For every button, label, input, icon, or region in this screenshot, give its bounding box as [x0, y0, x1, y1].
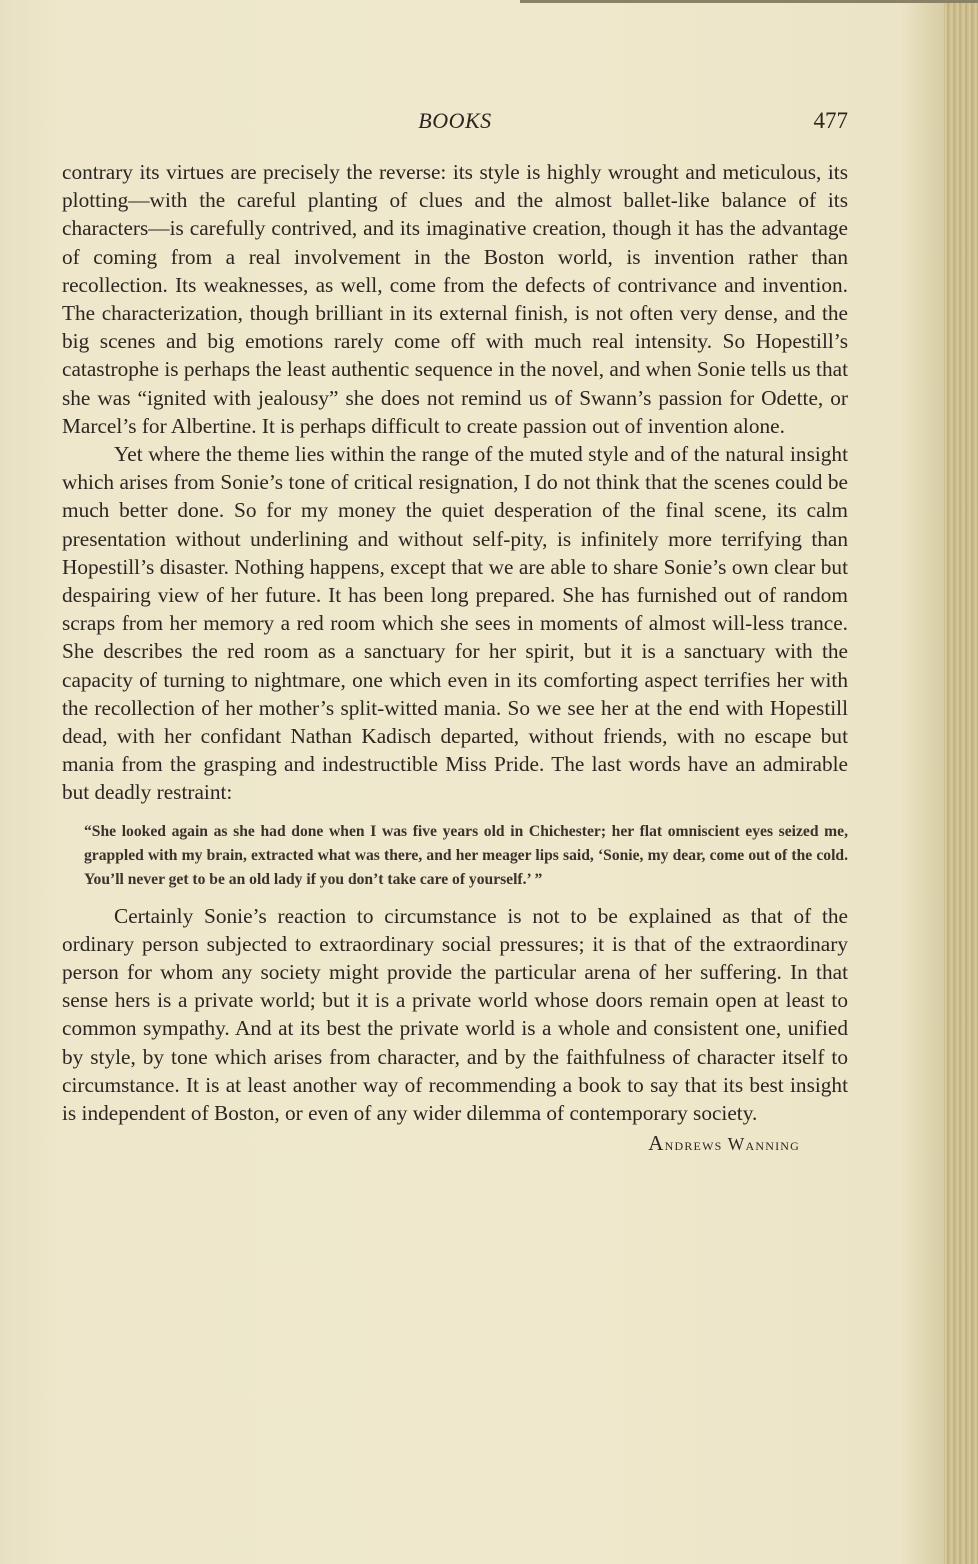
page-edge-binding: [944, 0, 978, 1564]
running-head: BOOKS: [418, 108, 492, 133]
author-signature: Andrews Wanning: [648, 1131, 800, 1156]
page-number: 477: [813, 108, 848, 133]
page-header: [62, 108, 848, 138]
body-paragraph: Certainly Sonie’s reaction to circumstance is not to be explained as that of the ordinary person subjected to extraordinary social pressures; it is that of the extraordinary person for whom any society might provide the particular arena of her suffering. In that sense hers is a private world; but it is a private world whose doors remain open at least to common sympathy. And at its best the private world is a whole and consistent one, unified by style, by tone which arises from character, and by the faithfulness of character itself to circumstance. It is at least another way of recommending a book to say that its best insight is independent of Boston, or even of any wider dilemma of contemporary society.: [62, 903, 848, 1126]
block-quote: “She looked again as she had done when I was five years old in Chichester; her flat omniscient eyes seized me, grappled with my brain, extracted what was there, and her meager lips said, ‘Sonie, my dear, come out of the cold. You’ll never get to be an old lady if you don’t take care of yourself.’ ”: [84, 822, 848, 888]
top-edge-rule: [520, 0, 978, 3]
article-body: [62, 158, 848, 1159]
body-paragraph: Yet where the theme lies within the range of the muted style and of the natural insight which arises from Sonie’s tone of critical resignation, I do not think that the scenes could be much better done. So for my money the quiet desperation of the final scene, its calm presentation without underlining and without self-pity, is infinitely more terrifying than Hopestill’s disaster. Nothing happens, except that we are able to share Sonie’s own clear but despairing view of her future. It has been long prepared. She has furnished out of random scraps from her memory a red room which she sees in moments of almost will-less trance. She describes the red room as a sanctuary for her spirit, but it is a sanctuary with the capacity of turning to nightmare, one which even in its comforting aspect terrifies her with the recollection of her mother’s split-witted mania. So we see her at the end with Hopestill dead, with her confidant Nathan Kadisch departed, without friends, with no escape but mania from the grasping and indestructible Miss Pride. The last words have an admirable but deadly restraint:: [62, 442, 848, 805]
body-paragraph: contrary its virtues are precisely the reverse: its style is highly wrought and meticulous, its plotting—with the careful planting of clues and the almost ballet-like balance of its characters—is carefully contrived, and its imaginative creation, though it has the advantage of coming from a real involvement in the Boston world, is invention rather than recollection. Its weaknesses, as well, come from the defects of contrivance and invention. The characterization, though brilliant in its external finish, is not often very dense, and the big scenes and big emotions rarely come off with much real intensity. So Hopestill’s catastrophe is perhaps the least authentic sequence in the novel, and when Sonie tells us that she was “ignited with jealousy” she does not remind us of Swann’s passion for Odette, or Marcel’s for Albertine. It is perhaps difficult to create passion out of invention alone.: [62, 160, 848, 438]
